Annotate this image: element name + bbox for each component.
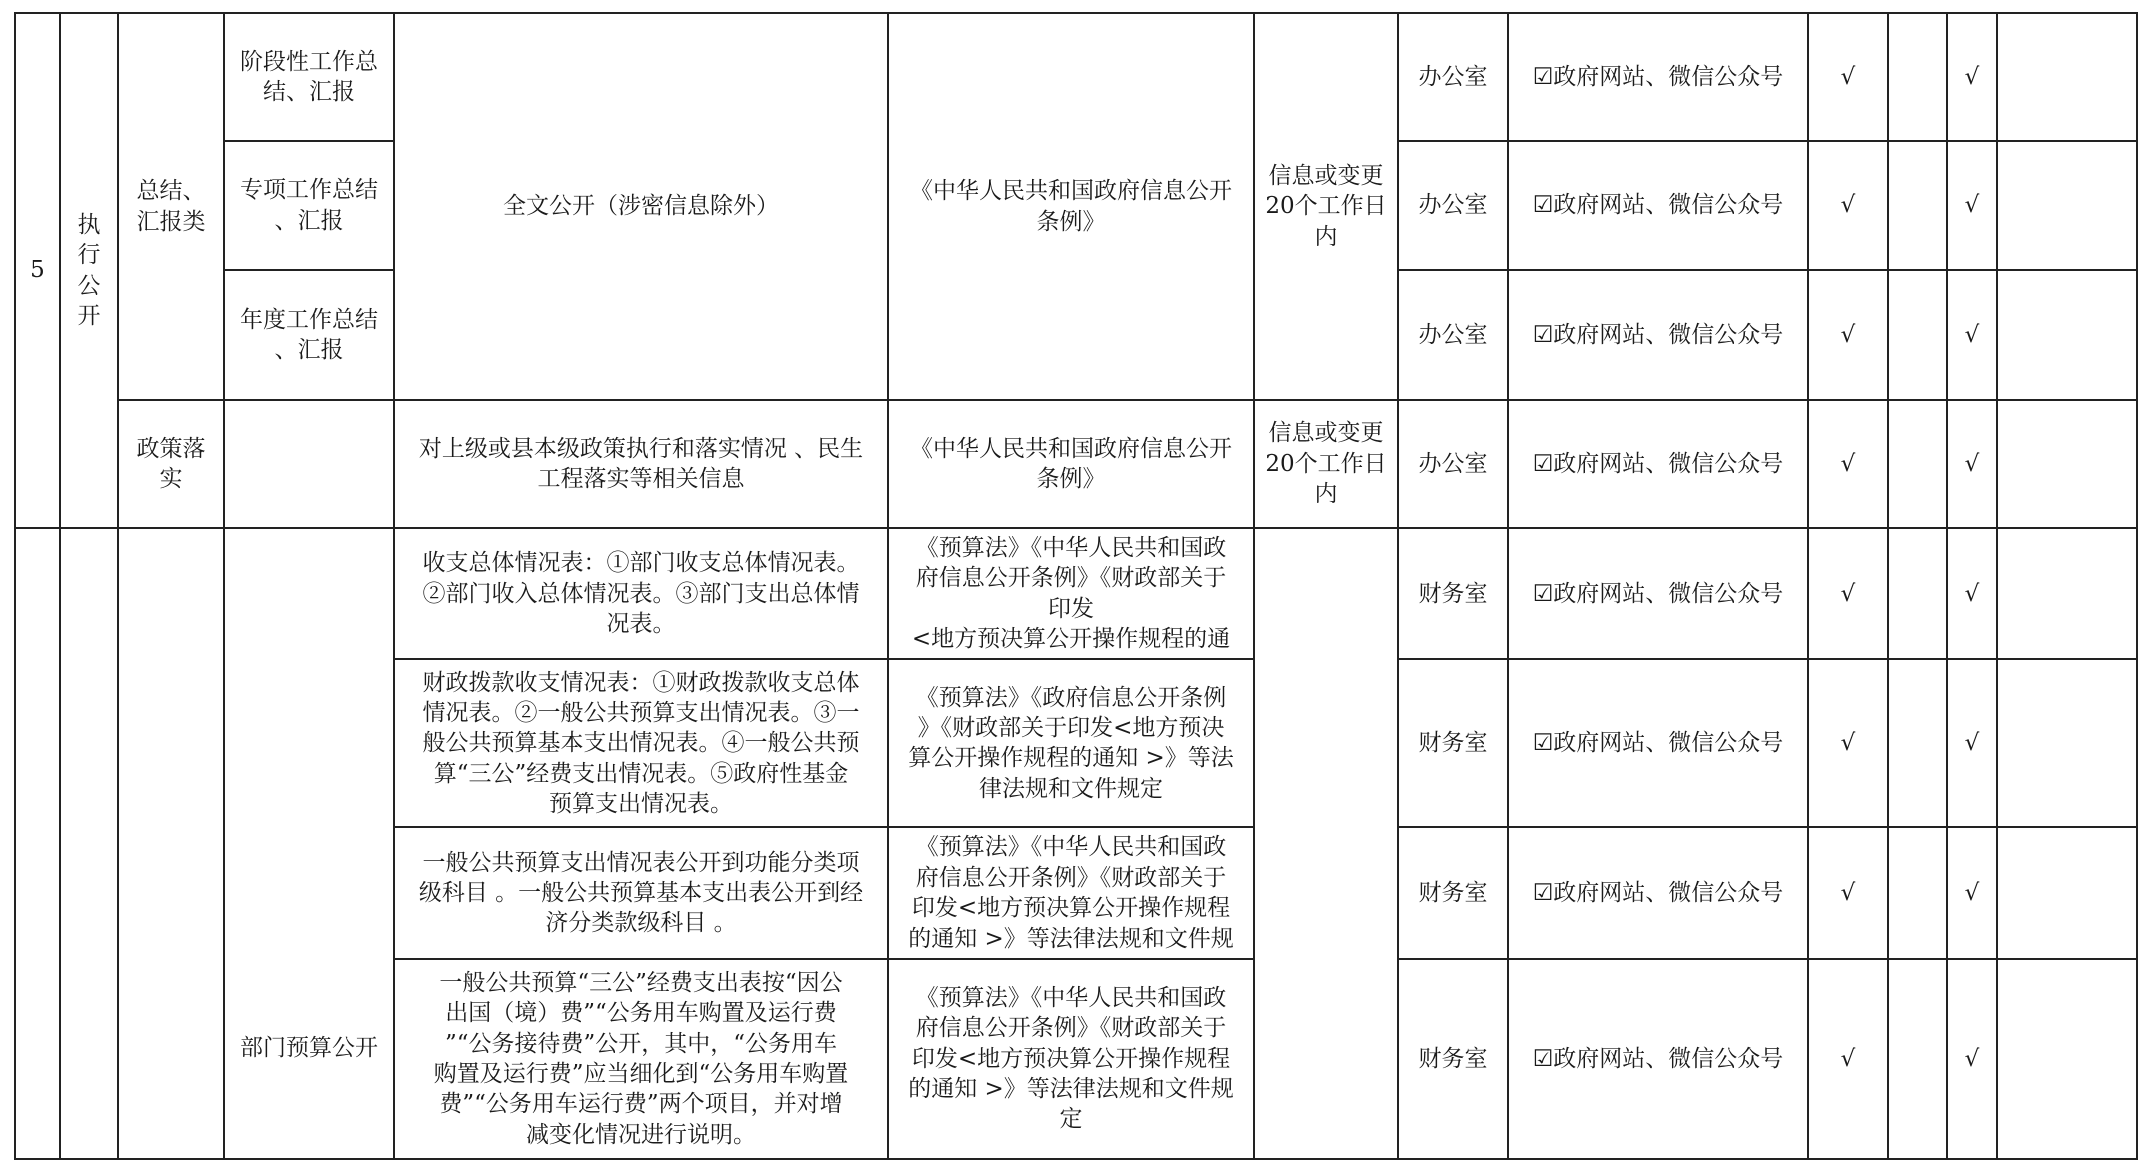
check-mark: √ bbox=[1947, 400, 1997, 528]
basis-line: 《中华人民共和国政府信息公开 bbox=[910, 435, 1232, 462]
content-cell bbox=[394, 827, 888, 958]
empty-cell bbox=[1888, 959, 1947, 1159]
check-mark: √ bbox=[1808, 141, 1888, 270]
empty-cell bbox=[1997, 270, 2137, 400]
policy-group-cell bbox=[118, 400, 224, 528]
empty-cell bbox=[60, 528, 118, 1159]
content-cell bbox=[394, 400, 888, 528]
content-cell bbox=[394, 959, 888, 1159]
basis-cell bbox=[888, 959, 1254, 1159]
content-line: 减变化情况进行说明。 bbox=[526, 1121, 756, 1148]
channel-cell: ☑政府网站、微信公众号 bbox=[1508, 141, 1808, 270]
empty-cell bbox=[1997, 141, 2137, 270]
check-mark: √ bbox=[1808, 528, 1888, 659]
department-cell: 办公室 bbox=[1398, 270, 1508, 400]
category-line: 公开 bbox=[77, 272, 101, 329]
content-line: 工程落实等相关信息 bbox=[537, 466, 745, 492]
basis-line: 府信息公开条例》《财政部关于 bbox=[915, 864, 1227, 891]
deadline-line: 20个工作日 bbox=[1265, 193, 1387, 220]
empty-cell bbox=[1997, 528, 2137, 659]
check-mark: √ bbox=[1808, 400, 1888, 528]
check-mark: √ bbox=[1947, 13, 1997, 141]
content-line: 费”“公务用车运行费”两个项目，并对增 bbox=[439, 1091, 843, 1118]
channel-cell: ☑政府网站、微信公众号 bbox=[1508, 528, 1808, 659]
basis-line: 定 bbox=[1059, 1106, 1083, 1133]
content-line: 况表。 bbox=[606, 610, 676, 637]
check-mark: √ bbox=[1808, 13, 1888, 141]
department-cell: 财务室 bbox=[1398, 528, 1508, 659]
check-mark: √ bbox=[1808, 827, 1888, 958]
basis-line: 《预算法》《中华人民共和国政 bbox=[915, 535, 1227, 561]
budget-item-cell: 部门预算公开 bbox=[224, 528, 394, 1159]
row-number: 5 bbox=[15, 13, 60, 528]
content-line: 级科目 。一般公共预算基本支出表公开到经 bbox=[418, 879, 864, 906]
check-mark: √ bbox=[1947, 659, 1997, 827]
category-cell bbox=[60, 13, 118, 528]
content-line: ②部门收入总体情况表。③部门支出总体情 bbox=[422, 580, 860, 607]
empty-cell bbox=[1997, 400, 2137, 528]
check-mark: √ bbox=[1808, 659, 1888, 827]
summary-group-line: 总结、 bbox=[136, 178, 206, 205]
content-line: 预算支出情况表。 bbox=[549, 790, 733, 817]
content-line: 购置及运行费”应当细化到“公务用车购置 bbox=[433, 1060, 849, 1087]
department-cell: 财务室 bbox=[1398, 827, 1508, 958]
department-cell: 财务室 bbox=[1398, 959, 1508, 1159]
basis-line: 《预算法》《中华人民共和国政 bbox=[915, 834, 1227, 861]
content-line: 般公共预算基本支出情况表。④一般公共预 bbox=[422, 730, 860, 757]
empty-cell bbox=[224, 400, 394, 528]
channel-cell: ☑政府网站、微信公众号 bbox=[1508, 400, 1808, 528]
content-line: 收支总体情况表：①部门收支总体情况表。 bbox=[422, 550, 860, 577]
basis-line: 算公开操作规程的通知 >》等法 bbox=[908, 745, 1234, 772]
channel-cell: ☑政府网站、微信公众号 bbox=[1508, 270, 1808, 400]
deadline-line: 信息或变更 bbox=[1268, 420, 1384, 447]
item-line: 专项工作总结 bbox=[240, 177, 378, 204]
empty-cell bbox=[15, 528, 60, 1159]
basis-line: 的通知 >》等法律法规和文件规 bbox=[908, 1076, 1234, 1103]
empty-cell bbox=[1997, 13, 2137, 141]
basis-line: 律法规和文件规定 bbox=[979, 775, 1163, 802]
empty-cell bbox=[1888, 141, 1947, 270]
deadline-cell bbox=[1254, 13, 1398, 400]
empty-cell bbox=[1997, 827, 2137, 958]
channel-cell: ☑政府网站、微信公众号 bbox=[1508, 659, 1808, 827]
item-cell bbox=[224, 13, 394, 141]
deadline-line: 信息或变更 bbox=[1268, 162, 1384, 189]
content-line: 出国（境）费”“公务用车购置及运行费 bbox=[445, 1000, 837, 1027]
content-cell: 全文公开（涉密信息除外） bbox=[394, 13, 888, 400]
deadline-line: 20个工作日 bbox=[1265, 450, 1387, 477]
deadline-line: 内 bbox=[1314, 481, 1338, 508]
empty-cell bbox=[1997, 659, 2137, 827]
disclosure-table bbox=[14, 12, 2138, 1160]
content-cell bbox=[394, 659, 888, 827]
department-cell: 办公室 bbox=[1398, 400, 1508, 528]
check-mark: √ bbox=[1947, 141, 1997, 270]
table-row bbox=[15, 400, 2137, 528]
item-line: 阶段性工作总 bbox=[240, 48, 378, 75]
basis-line: 《中华人民共和国政府信息公开 bbox=[910, 178, 1232, 205]
basis-line: 府信息公开条例》《财政部关于 bbox=[915, 565, 1227, 592]
item-line: 结、汇报 bbox=[263, 79, 355, 105]
content-cell bbox=[394, 528, 888, 659]
item-line: 年度工作总结 bbox=[240, 306, 378, 333]
table-row bbox=[15, 528, 2137, 659]
content-line: ”“公务接待费”公开，其中，“公务用车 bbox=[444, 1030, 838, 1057]
basis-line: 《预算法》《中华人民共和国政 bbox=[915, 984, 1227, 1011]
content-line: 情况表。②一般公共预算支出情况表。③一 bbox=[422, 699, 860, 726]
check-mark: √ bbox=[1947, 827, 1997, 958]
basis-cell bbox=[888, 13, 1254, 400]
channel-cell: ☑政府网站、微信公众号 bbox=[1508, 959, 1808, 1159]
deadline-line: 内 bbox=[1314, 223, 1338, 250]
basis-line: 府信息公开条例》《财政部关于 bbox=[915, 1015, 1227, 1042]
basis-line: 》《财政部关于印发<地方预决 bbox=[917, 715, 1225, 742]
table-row bbox=[15, 13, 2137, 141]
department-cell: 财务室 bbox=[1398, 659, 1508, 827]
empty-cell bbox=[1888, 270, 1947, 400]
basis-line: 印发<地方预决算公开操作规程 bbox=[911, 1045, 1231, 1072]
empty-cell bbox=[118, 528, 224, 1159]
check-mark: √ bbox=[1947, 270, 1997, 400]
content-line: 一般公共预算“三公”经费支出表按“因公 bbox=[439, 969, 843, 996]
policy-group-line: 政策落 bbox=[136, 435, 206, 462]
item-line: 、汇报 bbox=[274, 207, 344, 234]
category-line: 执行 bbox=[77, 211, 101, 269]
content-line: 对上级或县本级政策执行和落实情况 、民生 bbox=[418, 435, 864, 462]
check-mark: √ bbox=[1808, 959, 1888, 1159]
empty-cell bbox=[1888, 13, 1947, 141]
department-cell: 办公室 bbox=[1398, 13, 1508, 141]
basis-line: 的通知 >》等法律法规和文件规 bbox=[908, 925, 1234, 952]
summary-group-cell bbox=[118, 13, 224, 400]
basis-line: 条例》 bbox=[1036, 466, 1106, 492]
item-cell bbox=[224, 270, 394, 400]
empty-cell bbox=[1997, 959, 2137, 1159]
content-line: 一般公共预算支出情况表公开到功能分类项 bbox=[422, 849, 860, 876]
item-line: 、汇报 bbox=[274, 337, 344, 363]
basis-line: 印发 bbox=[1048, 595, 1094, 622]
basis-line: 《预算法》《政府信息公开条例 bbox=[915, 684, 1227, 711]
basis-cell bbox=[888, 400, 1254, 528]
content-line: 济分类款级科目 。 bbox=[545, 910, 737, 937]
content-line: 财政拨款收支情况表：①财政拨款收支总体 bbox=[422, 669, 860, 696]
empty-cell bbox=[1888, 400, 1947, 528]
summary-group-line: 汇报类 bbox=[136, 208, 206, 235]
content-line: 算“三公”经费支出情况表。⑤政府性基金 bbox=[433, 760, 849, 787]
check-mark: √ bbox=[1808, 270, 1888, 400]
basis-line: <地方预决算公开操作规程的通 bbox=[911, 626, 1231, 653]
check-mark: √ bbox=[1947, 528, 1997, 659]
basis-line: 印发<地方预决算公开操作规程 bbox=[911, 895, 1231, 922]
department-cell: 办公室 bbox=[1398, 141, 1508, 270]
basis-cell bbox=[888, 659, 1254, 827]
policy-group-line: 实 bbox=[159, 466, 183, 492]
deadline-cell bbox=[1254, 400, 1398, 528]
basis-cell bbox=[888, 528, 1254, 659]
basis-cell bbox=[888, 827, 1254, 958]
check-mark: √ bbox=[1947, 959, 1997, 1159]
item-cell bbox=[224, 141, 394, 270]
channel-cell: ☑政府网站、微信公众号 bbox=[1508, 13, 1808, 141]
empty-cell bbox=[1888, 659, 1947, 827]
empty-cell bbox=[1888, 528, 1947, 659]
empty-cell bbox=[1888, 827, 1947, 958]
basis-line: 条例》 bbox=[1036, 208, 1106, 235]
empty-cell bbox=[1254, 528, 1398, 1159]
channel-cell: ☑政府网站、微信公众号 bbox=[1508, 827, 1808, 958]
